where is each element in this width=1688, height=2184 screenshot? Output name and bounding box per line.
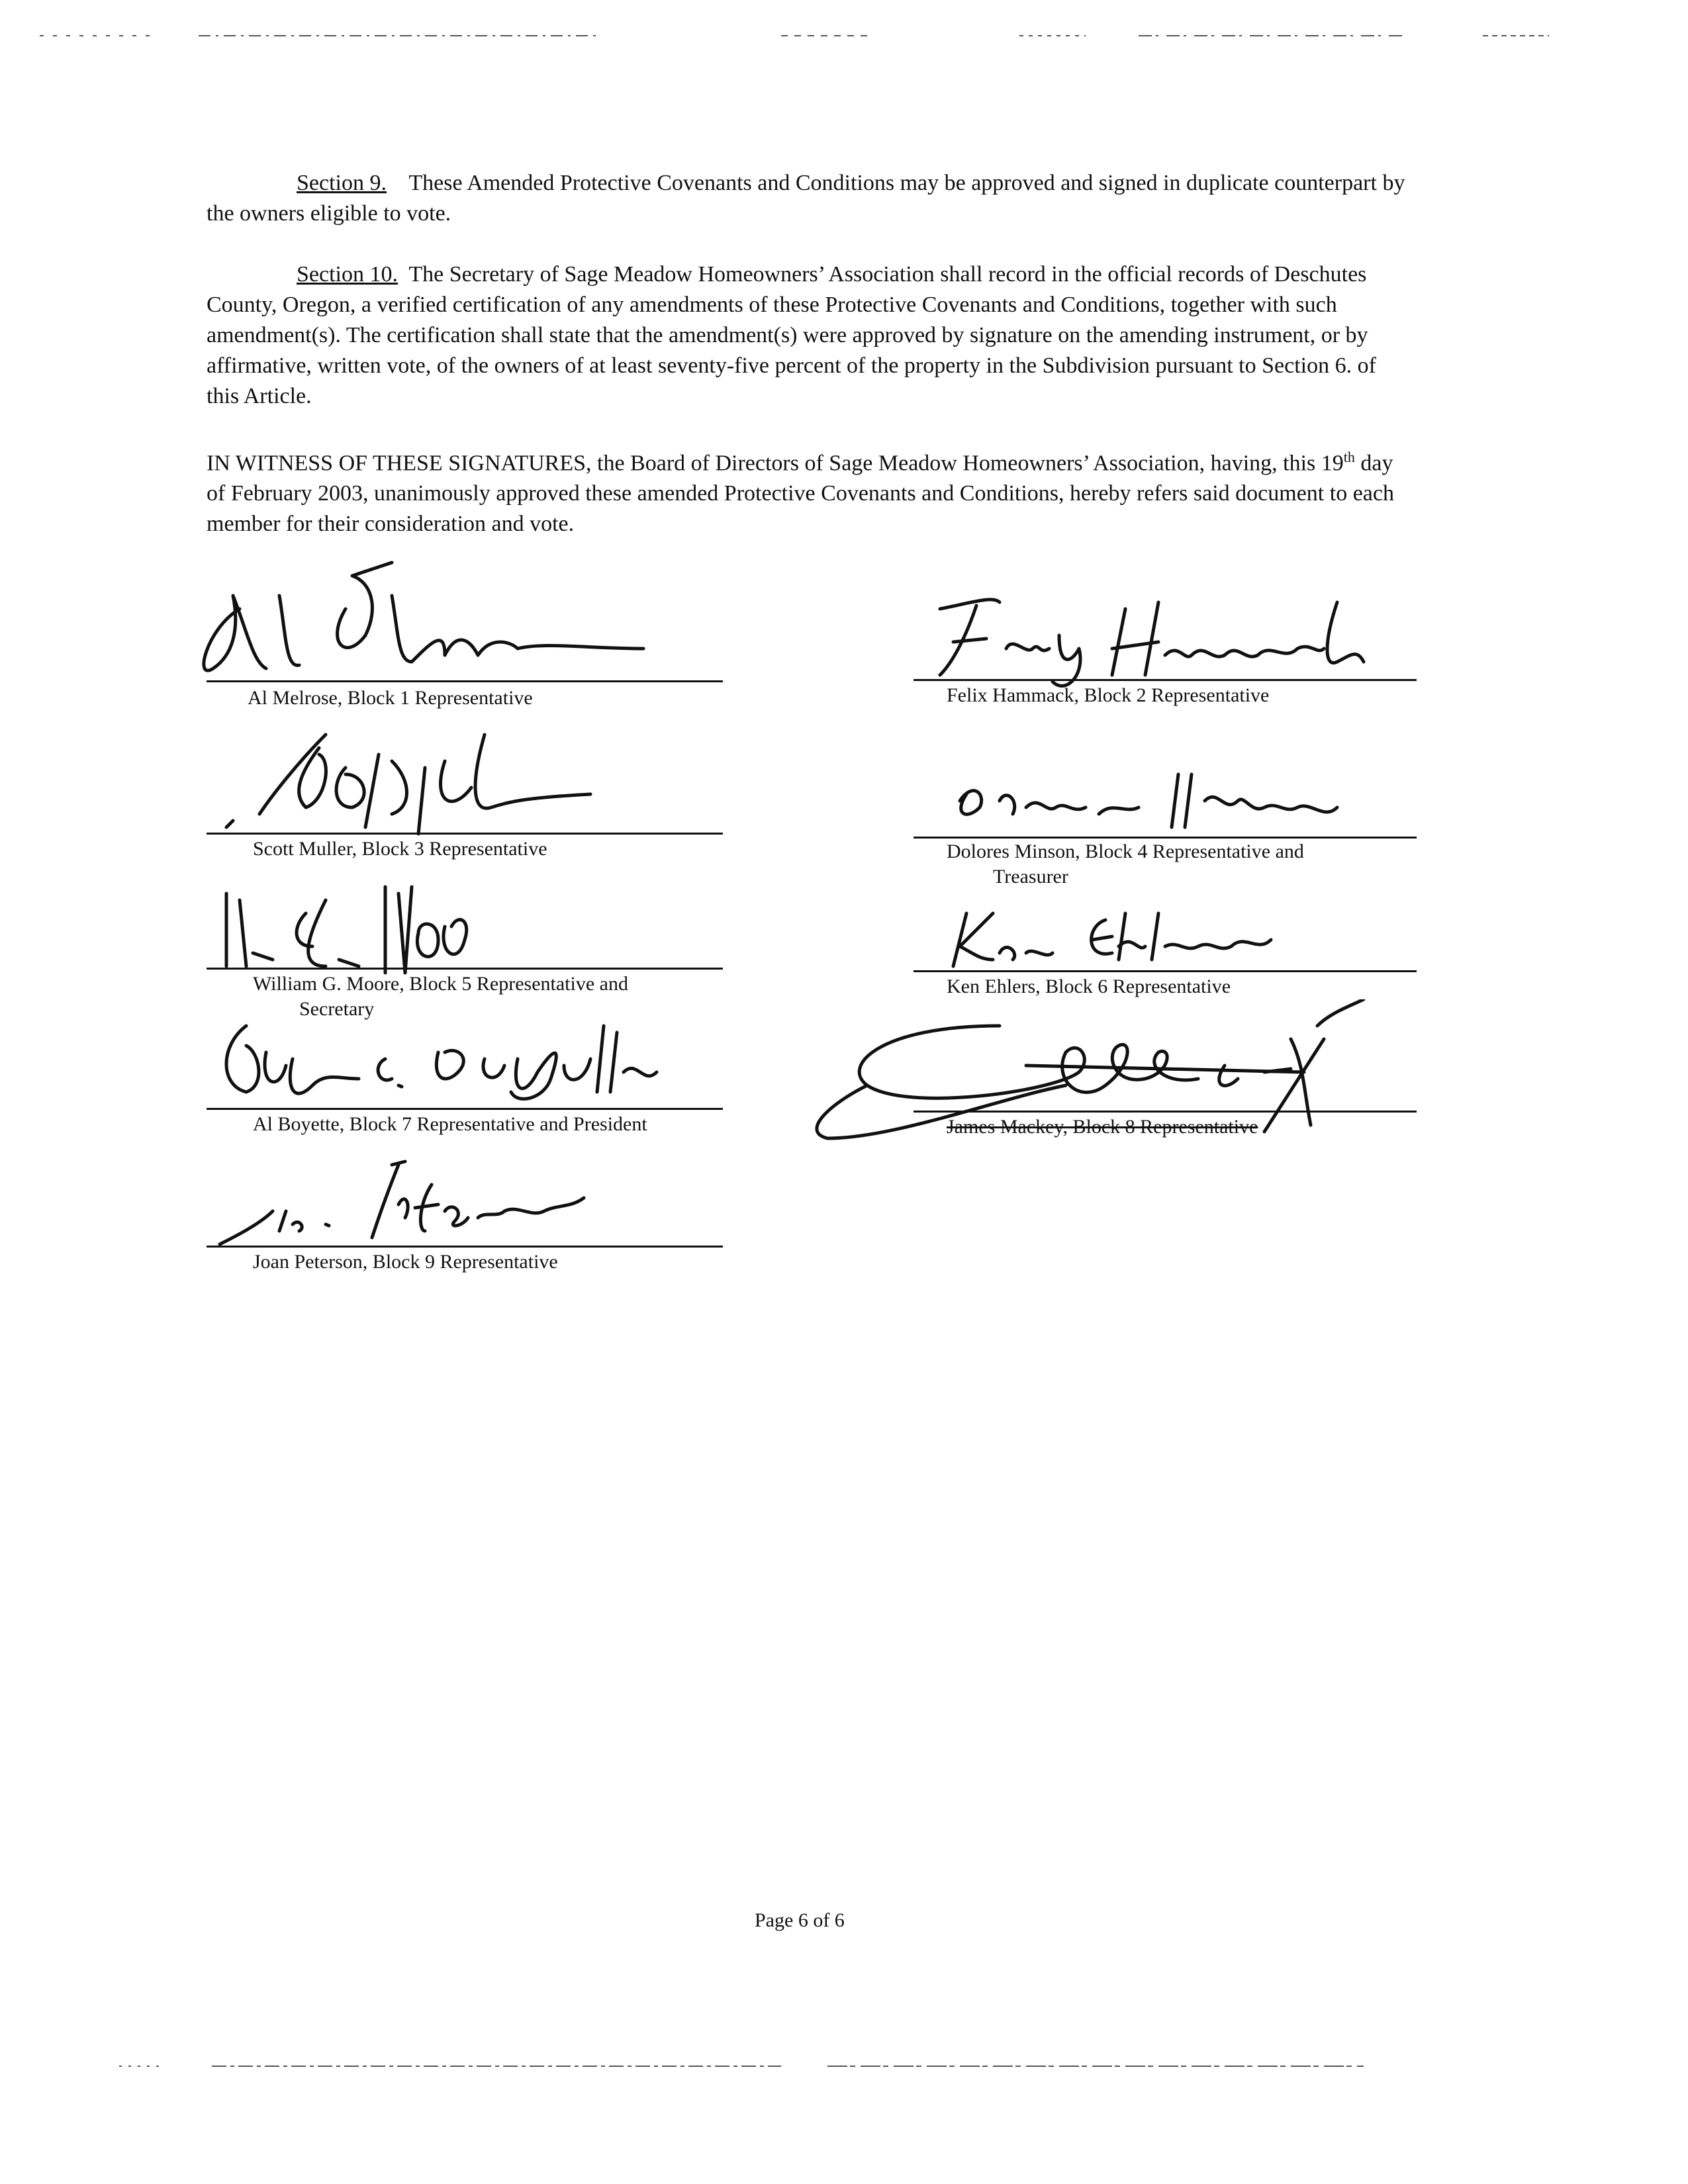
signature-block-2 bbox=[914, 596, 1417, 706]
signatory-label-7: Al Boyette, Block 7 Representative and President bbox=[253, 1113, 647, 1135]
section-10-paragraph bbox=[207, 259, 1411, 412]
signature-dolores-minson bbox=[914, 754, 1417, 841]
signatory-label-2: Felix Hammack, Block 2 Representative bbox=[947, 684, 1270, 706]
signature-felix-hammack bbox=[914, 582, 1417, 695]
section-9-text: These Amended Protective Covenants and Conditions may be approved and signed in duplicate counterpart by the owners eligible to vote. bbox=[207, 171, 1405, 226]
signatory-label-6: Ken Ehlers, Block 6 Representative bbox=[947, 976, 1231, 997]
witness-lead: IN WITNESS OF THESE SIGNATURES, bbox=[207, 451, 592, 476]
signature-line-6 bbox=[914, 970, 1417, 972]
signature-line-3 bbox=[207, 833, 723, 835]
signature-line-8 bbox=[914, 1111, 1417, 1113]
signature-al-boyette bbox=[207, 1013, 723, 1112]
signature-al-melrose bbox=[193, 556, 736, 688]
signature-block-6 bbox=[914, 893, 1417, 999]
witness-ordinal-suffix: th bbox=[1343, 449, 1355, 465]
signature-block-3 bbox=[207, 728, 723, 860]
page-number: Page 6 of 6 bbox=[755, 1909, 845, 1931]
signatory-label-8: James Mackey, Block 8 Representative bbox=[947, 1116, 1258, 1138]
signature-line-5 bbox=[207, 968, 723, 970]
signatory-label-3: Scott Muller, Block 3 Representative bbox=[253, 838, 547, 860]
signature-block-1 bbox=[207, 582, 723, 709]
signatory-label-5-continued: Secretary bbox=[299, 998, 375, 1020]
witness-text-before: the Board of Directors of Sage Meadow Homeowners’ Association, having, this 19 bbox=[591, 451, 1344, 476]
signature-block-4 bbox=[914, 754, 1417, 887]
signature-line-4 bbox=[914, 837, 1417, 839]
section-9-paragraph bbox=[207, 168, 1411, 229]
signature-block-9 bbox=[207, 1145, 723, 1273]
signatory-label-4: Dolores Minson, Block 4 Representative and bbox=[947, 841, 1304, 862]
signature-line-9 bbox=[207, 1246, 723, 1248]
signature-block-5 bbox=[207, 874, 723, 1020]
section-9-heading: Section 9. bbox=[297, 171, 387, 195]
signature-line-2 bbox=[914, 679, 1417, 681]
section-10-text: The Secretary of Sage Meadow Homeowners’ Association shall record in the official records of Deschutes County, Oregon, a verified certification of any amendments of these Protective Covenants and Conditions, together with such amendment(s). The certification shall state that the amendment(s) were approved by signature on the amending instrument, or by affirmative, written vote, of the owners of at least seventy-five percent of the property in the Subdivision pursuant to Section 6. of this Article. bbox=[207, 262, 1376, 408]
signature-william-moore bbox=[207, 874, 604, 979]
signature-james-mackey bbox=[801, 999, 1397, 1171]
signature-block-8 bbox=[914, 1013, 1417, 1138]
signature-ken-ehlers bbox=[914, 893, 1417, 979]
signatory-label-4-continued: Treasurer bbox=[993, 866, 1068, 887]
section-10-heading: Section 10. bbox=[297, 262, 398, 287]
witness-text-after: day of February 2003, unanimously approved these amended Protective Covenants and Conditions, hereby refers said document to each member for their consideration and vote. bbox=[207, 451, 1394, 537]
signatory-label-5: William G. Moore, Block 5 Representative and bbox=[253, 973, 628, 995]
signature-line-1 bbox=[207, 680, 723, 682]
signature-line-7 bbox=[207, 1108, 723, 1110]
witness-paragraph bbox=[207, 442, 1411, 539]
signatory-label-9: Joan Peterson, Block 9 Representative bbox=[253, 1251, 558, 1273]
signature-block-7 bbox=[207, 1013, 723, 1135]
signatory-label-1: Al Melrose, Block 1 Representative bbox=[248, 687, 533, 709]
signature-joan-peterson bbox=[207, 1145, 670, 1257]
scan-edge-top bbox=[0, 26, 1688, 46]
scan-edge-bottom bbox=[0, 2057, 1688, 2077]
